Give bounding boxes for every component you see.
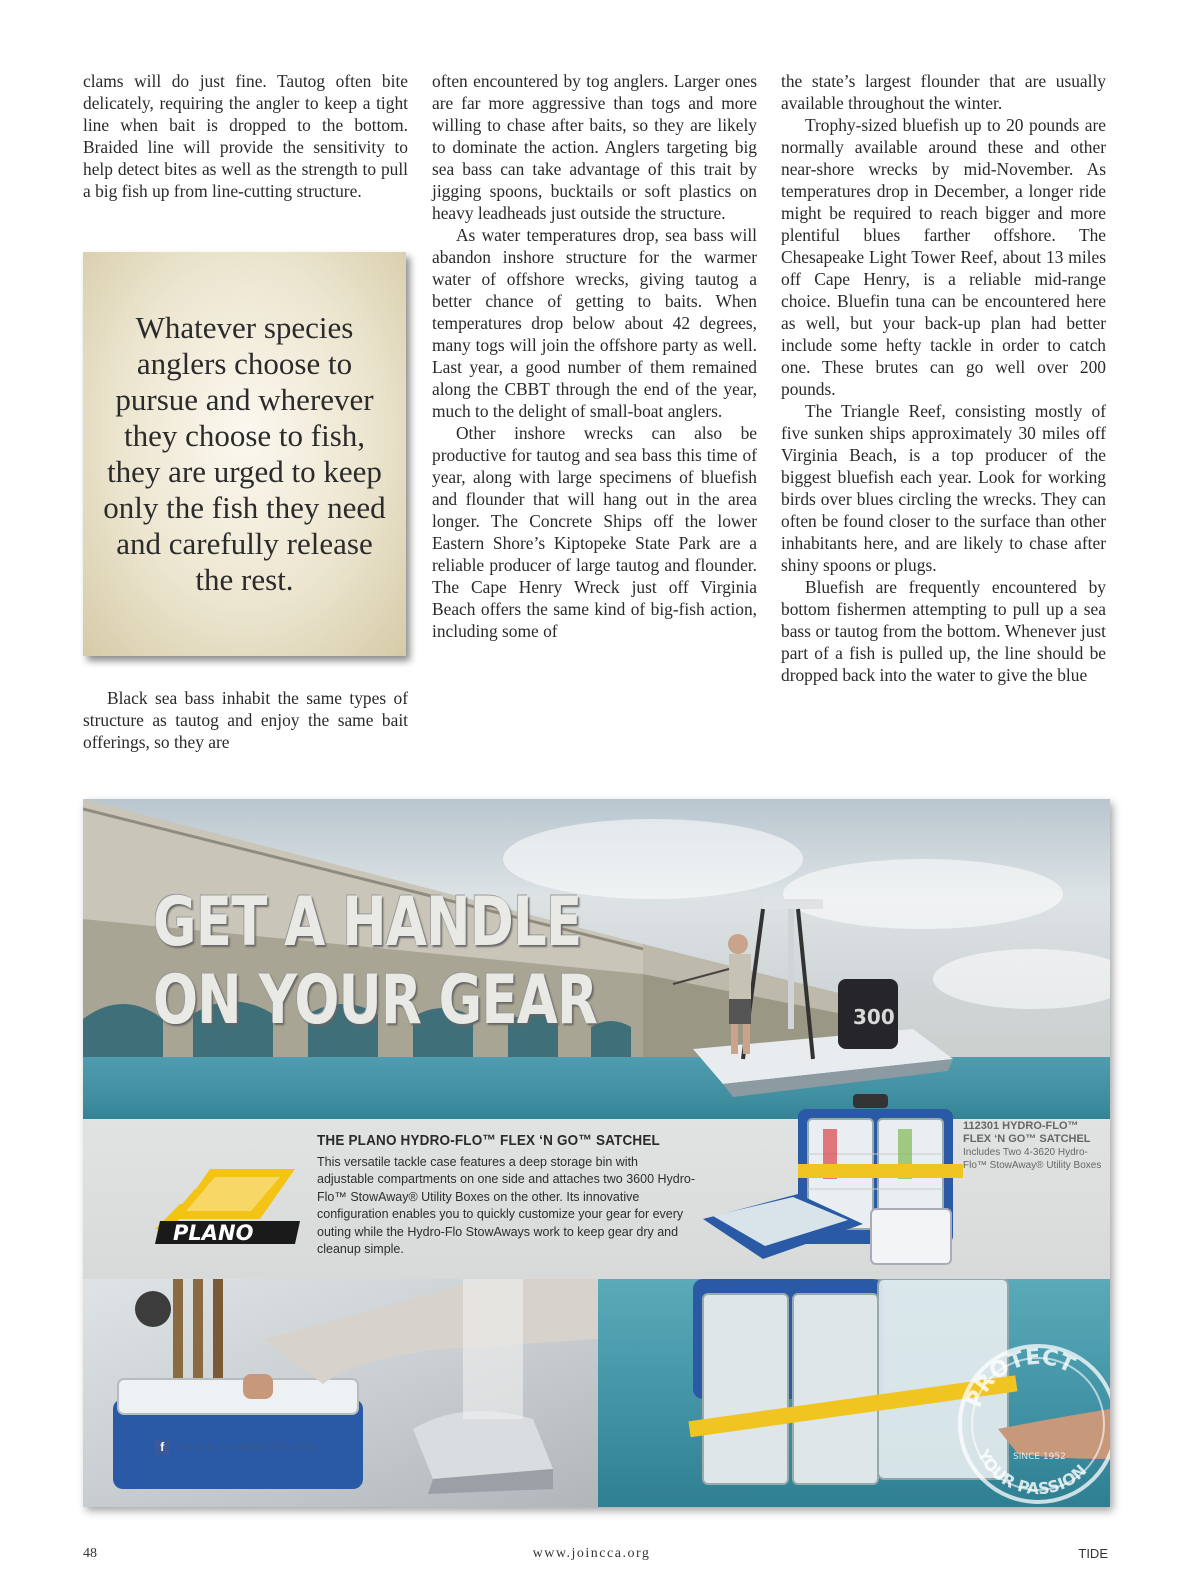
svg-text:PROTECT (962, 1345, 1079, 1411)
article-column-1-bottom (83, 687, 408, 753)
stamp-bottom-text: YOUR PASSION (973, 1446, 1091, 1499)
article-paragraph: Other inshore wrecks can also be productive for tautog and sea bass this time of year, along with large specimens of bluefish and flounder that will hang out in the area longer. The Concrete Ships off the lower Eastern Shore’s Kiptopeke State Park are a reliable producer of large tautog and flounder. The Cape Henry Wreck just off Virginia Beach offers the same kind of big-fish action, including some of (432, 423, 757, 641)
footer-url: www.joincca.org (532, 1546, 651, 1561)
motor-label: 300 (853, 1005, 895, 1029)
plano-wordmark: PLANO (173, 1221, 254, 1245)
ad-headline (153, 884, 597, 1040)
pull-quote-text: Whatever species anglers choose to pursue and wherever they choose to fish, they are urged to keep only the fish they need and carefully release the rest. (103, 310, 386, 597)
magazine-name: TIDE (1078, 1546, 1108, 1561)
pull-quote-box (83, 252, 406, 656)
article-paragraph: clams will do just fine. Tautog often bite delicately, requiring the angler to keep a tight line when bait is dropped to the bottom. Braided line will provide the sensitivity to help detect bites as well as the strength to pull a big fish up from line-cutting structure. (83, 71, 408, 201)
product-spec-title-1: 112301 HYDRO-FLO™ (963, 1120, 1079, 1132)
plano-logo (155, 1149, 305, 1249)
article-paragraph: As water temperatures drop, sea bass will abandon inshore structure for the warmer water of offshore wrecks, giving tautog a better chance of getting to baits. When temperatures drop below about 42 degrees, many togs will join the offshore party as well. Last year, a good number of them remained along the CBBT through the end of the year, much to the delight of small-boat anglers. (432, 225, 757, 421)
ad-headline-line-2: ON YOUR GEAR (153, 961, 598, 1040)
page-footer (0, 1546, 1200, 1566)
article-paragraph: often encountered by tog anglers. Larger ones are far more aggressive than togs and more willing to chase after baits, so they are likely to dominate the action. Anglers targeting big sea bass can take advantage of this trait by jigging spoons, bucktails or soft plastics on heavy leadheads just outside the structure. (432, 71, 757, 223)
plano-advertisement (83, 799, 1110, 1507)
product-spec-title-2: FLEX ‘N GO™ SATCHEL (963, 1133, 1091, 1145)
ad-product-title: THE PLANO HYDRO-FLO™ FLEX ‘N GO™ SATCHEL (317, 1132, 660, 1149)
facebook-icon: f (155, 1440, 170, 1455)
ad-product-copy (317, 1132, 697, 1259)
ad-website-url: WWW.PLANOMOLDING.COM (176, 1442, 317, 1453)
article-column-2 (432, 70, 757, 642)
product-spec-label (963, 1120, 1103, 1172)
article-paragraph: the state’s largest flounder that are usually available throughout the winter. (781, 71, 1106, 113)
article-paragraph: Black sea bass inhabit the same types of structure as tautog and enjoy the same bait offerings, so they are (83, 688, 408, 752)
ad-product-description: This versatile tackle case features a deep storage bin with adjustable compartments on one side and attaches two 3600 Hydro-Flo™ StowAway® Utility Boxes on the other. Its innovative configuration enables you to quickly customize your gear for every outing while the Hydro-Flo StowAways work to keep gear dry and cleanup simple. (317, 1154, 696, 1256)
article-paragraph: Bluefish are frequently encountered by bottom fishermen attempting to pull up a sea bass or tautog from the bottom. Whenever just part of a fish is pulled up, the line should be dropped back into the water to give the blue (781, 577, 1106, 685)
product-spec-subtitle: Includes Two 4-3620 Hydro-Flo™ StowAway® Utility Boxes (963, 1147, 1102, 1171)
tackle-satchel-illustration (703, 1034, 963, 1274)
stamp-since-text: SINCE 1952 (1013, 1452, 1066, 1462)
article-column-3 (781, 70, 1106, 686)
stamp-top-text: PROTECT (961, 1344, 1079, 1412)
article-paragraph: The Triangle Reef, consisting mostly of five sunken ships approximately 30 miles off Virginia Beach, is a top producer of the biggest bluefish each year. Look for working birds over blues circling the wrecks. They can often be found closer to the surface than other inhabitants here, and are likely to chase after shiny spoons or plugs. (781, 401, 1106, 575)
ad-headline-line-1: GET A HANDLE (153, 883, 582, 962)
article-paragraph: Trophy-sized bluefish up to 20 pounds are normally available around these and other near-shore wrecks by mid-November. As temperatures drop in December, a longer ride might be required to reach bigger and more plentiful blues farther offshore. The Chesapeake Light Tower Reef, about 13 miles off Cape Henry, is a reliable mid-range choice. Bluefin tuna can be encountered here as well, but your back-up plan had better include some hefty tackle in order to catch one. These brutes can go well over 200 pounds. (781, 115, 1106, 399)
ad-photo-boat-deck (83, 1279, 598, 1507)
page-number: 48 (83, 1546, 97, 1561)
protect-your-passion-stamp (953, 1339, 1110, 1507)
ad-website-tag (155, 1440, 316, 1455)
article-column-1 (83, 70, 408, 202)
